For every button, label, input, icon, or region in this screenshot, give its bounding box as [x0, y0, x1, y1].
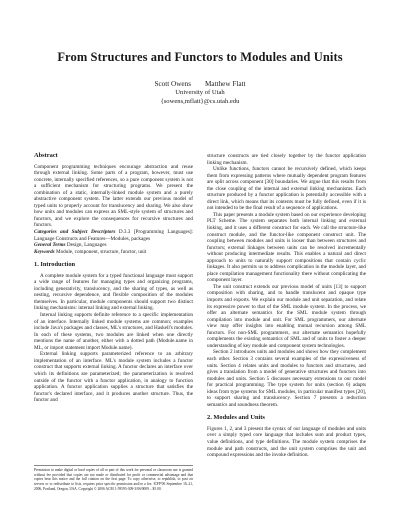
left-column	[34, 153, 193, 478]
abstract-text: Component programming techniques encourage abstraction and reuse through external linking. Some parts of a program, however, must use concrete, internally specified references, so a pure component system is not a sufficient mechanism for structuring programs. We present the combination of a static, internally-linked module system and a purely abstractive component system. The latter extends our previous model of typed units to properly account for translucency and sharing. We also show how units and modules can express an SML-style system of structures and functors, and we explore the consequences for recursive structures and functors.	[34, 163, 193, 229]
affiliation: University of Utah	[175, 88, 225, 96]
author-1: Scott Owens	[154, 80, 191, 88]
terms-text: Design, Languages	[66, 242, 107, 249]
email: {sowens,mflatt}@cs.utah.edu	[160, 97, 240, 105]
keywords	[34, 249, 193, 256]
right-paragraph-4: The unit construct extends our previous model of units [13] to support composition with sharing, and to handle translucent and opaque type imports and exports. We explain our module and unit separation, and relate its expressive power to that of the SML module system. In the process, we offer an alternate semantics for the SML module system through compilation into module and unit. For SML programmers, our alternate view may offer insights into enabling mutual recursion among SML functors. For non-SML programmers, our alternate semantics hopefully complements the existing semantics of SML and of units to foster a deeper understanding of key module and component system technologies.	[207, 283, 366, 349]
right-paragraph-5: Section 2 introduces units and modules and shows how they complement each other. Section 3 contains several examples of the expressiveness of units. Section 4 relates units and modules to functors and structures, and gives a translation from a model of generative structures and functors into modules and units. Section 5 discusses necessary extensions to our model for practical programming. The type system for units (section 6) adapts ideas from type systems for SML modules, in particular manifest types [20], to support sharing and translucency. Section 7 presents a reduction semantics and soundness theorem.	[207, 349, 366, 408]
intro-paragraph-1: A complete module system for a typed functional language must support a wide range of features for managing types and organizing programs, including generativity, translucency, and the sharing of types, as well as nesting, recursive dependence, and flexible composition of the modules themselves. In particular, module components should support two distinct linking mechanisms: internal linking and external linking.	[34, 272, 193, 312]
right-column	[207, 153, 366, 459]
section-1-heading: 1. Introduction	[34, 261, 76, 269]
categories-text: D.3.3 [Programming Languages]: Language Constructs and Features—Modules, packages	[34, 229, 193, 242]
categories-label: Categories and Subject Descriptors	[34, 229, 116, 236]
right-paragraph-2: Unlike functions, functors cannot be recursively defined, which keeps them from expressing patterns where mutually dependent program features are split across component [30] boundaries. We argue that this results from the close coupling of the internal and external linking mechanisms. Each structure produced by a functor application is potentially accessible with a direct link, which means that its contents must be fully defined, even if it is not intended to be the final result of a sequence of applications.	[207, 166, 366, 212]
keywords-label: Keywords	[34, 248, 55, 255]
intro-paragraph-3: External linking supports parameterized reference to an arbitrary implementation of an interface. ML's module system includes a functor construct that supports external linking. A functor declares an interface over which its definitions are parameterized; the parameterization is resolved outside of the functor with a functor application, in analogy to function application. A functor application supplies a structure that satisfies the functor's declared interface, and it produces another structure. Thus, the functor and	[34, 351, 193, 404]
paper-title: From Structures and Functors to Modules and Units	[57, 50, 343, 64]
copyright-footnote: Permission to make digital or hard copies of all or part of this work for personal or classroom use is granted without fee provided that copies are not made or distributed for profit or commercial advantage and that copies bear this notice and the full citation on the first page. To copy otherwise, to republish, to post on servers or to redistribute to lists, requires prior specific permission and/or a fee. ICFP'06 September 16–21, 2006, Portland, Oregon, USA. Copyright © 2006 ACM 1-59593-309-3/06/0009... $5.00.	[34, 465, 193, 492]
categories	[34, 229, 193, 242]
author-names	[0, 80, 400, 89]
section-2-paragraph-1: Figures 1, 2, and 3 present the syntax of our language of modules and units over a simply typed core language that includes sum and product types, value definitions, and type definitions. The module system comprises the module and path constructs, and the unit system comprises the unit and compound expressions and the invoke definition.	[207, 425, 366, 459]
author-2: Matthew Flatt	[205, 80, 246, 88]
right-paragraph-3: This paper presents a module system based on our experience developing PLT Scheme. The system separates both internal linking and external linking, and it uses a different construct for each. We call the structure-like construct module, and the functor-like component construct unit. The coupling between modules and units is looser than between structures and functors; external linkages between units can be resolved incrementally without producing intermediate results. This enables a natural and direct approach to units to naturally support compositions that contain cyclic linkages. It also permits us to address complication in the module layer, and place compilation management functionality there without complicating the component layer.	[207, 211, 366, 284]
keywords-text: Module, component, structure, functor, unit	[56, 248, 147, 255]
author-block	[0, 80, 400, 106]
abstract-heading: Abstract	[34, 152, 58, 159]
right-paragraph-1: structure constructs are tied closely together by the functor application linking mechanism.	[207, 153, 366, 166]
intro-paragraph-2: Internal linking supports definite reference to a specific implementation of an interface. Internally linked module systems are common; examples include Java's packages and classes, ML's structures, and Haskell's modules. In each of these systems, two modules are linked when one directly mentions the name of another, either with a dotted path (Module.name in ML, or import statement import Module.name).	[34, 312, 193, 351]
terms-label: General Terms	[34, 242, 66, 249]
section-2-heading: 2. Modules and Units	[207, 414, 265, 422]
